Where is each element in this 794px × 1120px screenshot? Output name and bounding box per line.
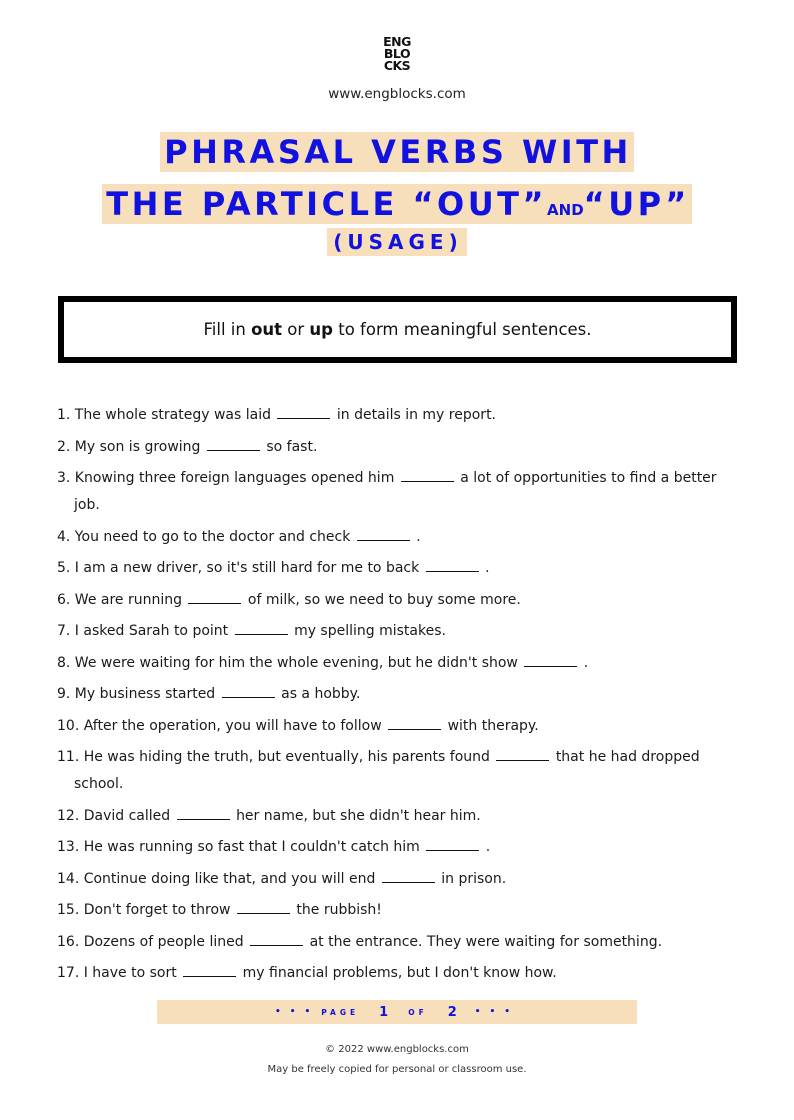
answer-blank[interactable] <box>388 728 441 730</box>
title-and: AND <box>547 201 584 219</box>
item-text-before: 7. I asked Sarah to point <box>57 623 229 639</box>
worksheet-title <box>0 132 794 256</box>
answer-blank[interactable] <box>426 849 479 851</box>
answer-blank[interactable] <box>237 912 290 914</box>
instruction-before: Fill in <box>203 320 252 339</box>
page-indicator <box>157 1000 637 1024</box>
answer-blank[interactable] <box>382 881 435 883</box>
answer-blank[interactable] <box>183 975 236 977</box>
instruction-word-up: up <box>309 320 333 339</box>
item-text-after: the rubbish! <box>296 902 382 918</box>
title-line-2a: THE PARTICLE “OUT” <box>106 185 548 223</box>
item-text-after: a lot of opportunities to find a better <box>460 470 717 486</box>
exercise-list <box>57 402 737 992</box>
item-text-after: . <box>583 654 589 671</box>
answer-blank[interactable] <box>357 539 410 541</box>
exercise-item <box>57 960 737 987</box>
item-text-after: my spelling mistakes. <box>294 623 446 639</box>
engblocks-logo <box>0 36 794 72</box>
item-text-after: . <box>485 560 490 576</box>
copyright: © 2022 www.engblocks.com <box>325 1044 469 1055</box>
item-text-before: 9. My business started <box>57 686 216 702</box>
item-text-after: in prison. <box>441 870 507 887</box>
pager-total: 2 <box>447 1004 457 1020</box>
item-text-continuation: school. <box>74 776 124 792</box>
item-text-before: 2. My son is growing <box>57 438 201 455</box>
item-text-before: 13. He was running so fast that I couldn't catch him <box>57 839 420 855</box>
answer-blank[interactable] <box>426 570 479 572</box>
pager-current: 1 <box>379 1004 389 1020</box>
exercise-item <box>57 587 737 614</box>
item-text-before: 10. After the operation, you will have to follow <box>57 717 382 734</box>
exercise-item <box>57 681 737 708</box>
instruction-middle: or <box>282 320 310 339</box>
instruction-word-out: out <box>251 320 283 339</box>
title-line-2b: “UP” <box>583 185 690 223</box>
instruction-after: to form meaningful sentences. <box>332 320 592 339</box>
item-text-before: 8. We were waiting for him the whole evening, but he didn't show <box>57 654 518 671</box>
item-text-before: 14. Continue doing like that, and you will end <box>57 870 376 887</box>
pager-dots-right: ••• <box>474 1007 520 1017</box>
item-text-before: 4. You need to go to the doctor and check <box>57 528 351 545</box>
pager-of-word: OF <box>408 1007 428 1017</box>
answer-blank[interactable] <box>496 759 549 761</box>
exercise-item <box>57 465 737 519</box>
item-text-after: that he had dropped <box>555 749 700 765</box>
answer-blank[interactable] <box>277 417 330 419</box>
exercise-item <box>57 434 737 461</box>
title-subtitle: (USAGE) <box>327 228 466 256</box>
exercise-item <box>57 834 737 861</box>
item-text-after: in details in my report. <box>336 407 497 423</box>
item-text-after: . <box>485 839 491 855</box>
exercise-item <box>57 744 737 798</box>
item-text-after: with therapy. <box>447 717 539 734</box>
item-text-before: 6. We are running <box>57 591 183 608</box>
item-text-before: 5. I am a new driver, so it's still hard for me to back <box>57 560 420 576</box>
item-text-continuation: job. <box>74 497 100 513</box>
item-text-after: . <box>416 528 421 545</box>
exercise-item <box>57 618 737 645</box>
answer-blank[interactable] <box>250 944 303 946</box>
item-text-before: 15. Don't forget to throw <box>57 902 231 918</box>
answer-blank[interactable] <box>235 633 288 635</box>
pager-page-word: PAGE <box>321 1007 360 1017</box>
item-text-after: as a hobby. <box>281 686 361 702</box>
item-text-before: 12. David called <box>57 807 171 824</box>
item-text-after: at the entrance. They were waiting for something. <box>309 933 663 950</box>
item-text-after: her name, but she didn't hear him. <box>236 807 481 824</box>
exercise-item <box>57 897 737 924</box>
answer-blank[interactable] <box>177 818 230 820</box>
exercise-item <box>57 650 737 677</box>
exercise-item <box>57 555 737 582</box>
instruction-box <box>58 296 737 363</box>
item-text-after: of milk, so we need to buy some more. <box>247 591 521 608</box>
item-text-before: 11. He was hiding the truth, but eventually, his parents found <box>57 749 490 765</box>
license-note: May be freely copied for personal or classroom use. <box>267 1064 527 1075</box>
item-text-before: 16. Dozens of people lined <box>57 933 244 950</box>
item-text-before: 1. The whole strategy was laid <box>57 407 271 423</box>
exercise-item <box>57 866 737 893</box>
title-line-2 <box>102 184 692 224</box>
title-line-1: PHRASAL VERBS WITH <box>160 132 634 172</box>
site-url[interactable]: www.engblocks.com <box>328 86 466 102</box>
answer-blank[interactable] <box>401 480 454 482</box>
item-text-before: 3. Knowing three foreign languages opened him <box>57 470 395 486</box>
exercise-item <box>57 402 737 429</box>
exercise-item <box>57 713 737 740</box>
answer-blank[interactable] <box>188 602 241 604</box>
logo-line-3: CKS <box>383 58 411 73</box>
item-text-after: so fast. <box>266 438 318 455</box>
exercise-item <box>57 803 737 830</box>
instruction-text <box>203 320 591 339</box>
item-text-after: my financial problems, but I don't know how. <box>242 965 557 981</box>
answer-blank[interactable] <box>207 449 260 451</box>
exercise-item <box>57 524 737 551</box>
logo-line-1: ENG <box>383 34 411 49</box>
pager-dots-left: ••• <box>274 1007 320 1017</box>
logo-line-2: BLO <box>383 46 411 61</box>
item-text-before: 17. I have to sort <box>57 965 177 981</box>
exercise-item <box>57 929 737 956</box>
answer-blank[interactable] <box>524 665 577 667</box>
answer-blank[interactable] <box>222 696 275 698</box>
